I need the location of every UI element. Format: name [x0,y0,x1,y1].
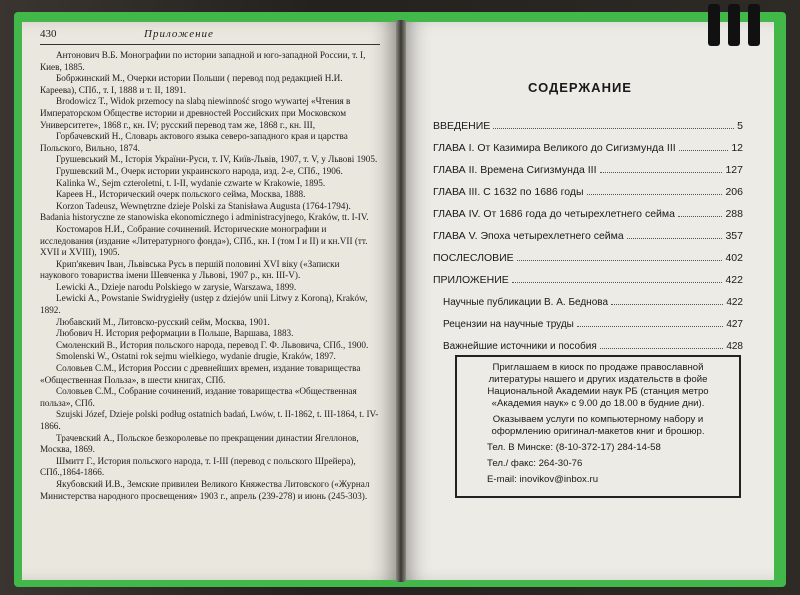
reference-entry: Костомаров Н.И., Собрание сочинений. Исторические монографии и исследования (издание «Литературного фонда»), СПб., кн. I (том I и II) и кн.VII (тт. XVII и XVIII), 1905. [40,223,368,258]
toc-entry-page: 402 [722,252,743,264]
toc-entry-page: 428 [723,341,743,352]
reference-entry: Трачевский А., Польское безкоролевье по прекращении династии Ягеллонов, Москва, 1869. [40,432,359,455]
toc-entry-label: ПРИЛОЖЕНИЕ [433,274,512,286]
reference-entry: Brodowicz T., Widok przemocy na slabą niewinność srogo wywartej «Чтения в Императорском Обществе истории и древностей Российских при Московском Университете», 1868 г., кн. IV; русский перевод там же, 1868 г., кн. III, [40,96,351,130]
reference-entry: Korzon Tadeusz, Wewnętrzne dzieje Polski za Stanisława Augusta (1764-1794). Badania historyczne ze stanowiska ekonomicznego i administracyjnego, Kraków, tt. I-IV. [40,200,369,223]
ad-paragraph-services: Оказываем услуги по компьютерному набору и оформлению оригинал-макетов книг и брошюр. [491,414,705,437]
toc-entry-page: 422 [722,274,743,286]
toc-leader-dots [600,172,723,173]
toc-entry-label: ГЛАВА III. С 1632 по 1686 годы [433,186,587,198]
toc-entry-page: 127 [722,164,743,176]
ad-phone: Тел. В Минске: (8-10-372-17) 284-14-58 [487,442,661,453]
reference-entry: Lewicki A., Dzieje narodu Polskiego w zarysie, Warszawa, 1899. [56,281,297,292]
toc-leader-dots [627,238,723,239]
table-of-contents [433,110,743,352]
toc-entry-page: 422 [723,297,743,308]
reference-entry: Якубовский И.В., Земские привилеи Великого Княжества Литовского («Журнал Министерства народного просвещения» 1903 г., апрель (239-278) и июнь (245-303). [40,478,370,501]
toc-entry [433,132,743,154]
advertisement-box [455,355,741,498]
reference-list [40,50,380,502]
toc-entry-label: ПОСЛЕСЛОВИЕ [433,252,517,264]
toc-entry-label: ГЛАВА I. От Казимира Великого до Сигизмунда III [433,142,679,154]
reference-entry: Любович Н. История реформации в Польше, Варшава, 1883. [56,328,294,339]
reference-entry: Smolenski W., Ostatni rok sejmu wielkiego, wydanie drugie, Kraków, 1897. [56,351,336,362]
toc-entry-label: Рецензии на научные труды [443,319,577,330]
toc-entry [433,154,743,176]
toc-entry [433,176,743,198]
toc-leader-dots [517,260,723,261]
reference-entry: Kalinka W., Sejm czteroletni, t. I-II, wydanie czwarte w Krakowie, 1895. [56,177,326,188]
reference-entry: Кареев Н., Исторический очерк польского сейма, Москва, 1888. [56,189,306,200]
toc-entry [433,264,743,286]
ad-email: E-mail: inovikov@inbox.ru [487,474,599,485]
toc-entry-label: ГЛАВА IV. От 1686 года до четырехлетнего сейма [433,208,678,220]
toc-entry-label: Важнейшие источники и пособия [443,341,600,352]
toc-entry-label: ВВЕДЕНИЕ [433,120,493,132]
toc-entry [433,220,743,242]
toc-entry [433,110,743,132]
reference-entry: Соловьев С.М., История России с древнейших времен, издание товарищества «Общественная Польза», в шести книгах, СПб. [40,363,361,385]
reference-entry: Горбачевский Н., Словарь актового языка северо-западного края и царства Польского, Вильно, 1874. [40,131,348,153]
page-number: 430 [40,28,57,40]
reference-entry: Любавский М., Литовско-русский сейм, Москва, 1901. [56,316,270,327]
reference-entry: Шмитт Г., История польского народа, т. I-III (перевод с польского Шрейера), СПб.,1864-1866. [40,455,356,478]
toc-entry [433,198,743,220]
toc-leader-dots [587,194,723,195]
toc-leader-dots [512,282,723,283]
toc-leader-dots [493,128,734,129]
toc-entry [433,286,743,308]
ad-paragraph-kiosk: Приглашаем в киоск по продаже православной литературы нашего и других издательств в фойе Национальной Академии наук РБ (станция метро «Академия наук» с 9.00 до 18.00 в будние дни). [487,362,709,409]
reference-entry: Смоленский В., История польского народа, перевод Г. Ф. Львовича, СПб., 1900. [56,339,369,350]
toc-entry [433,308,743,330]
toc-entry-page: 5 [734,120,743,132]
reference-entry: Бобржинский М., Очерки истории Польши ( перевод под редакцией Н.И. Кареева), СПб., т. I, 1888 и т. II, 1891. [40,73,343,95]
toc-entry [433,330,743,352]
reference-entry: Lewicki A., Powstanie Swidrygiełły (ustęp z dziejów unii Litwy z Koroną), Kraków, 1892. [40,293,368,316]
ad-fax: Тел./ факс: 264-30-76 [487,458,583,469]
toc-leader-dots [678,216,723,217]
book-gutter [396,20,406,582]
toc-entry-page: 357 [722,230,743,242]
toc-entry-page: 206 [722,186,743,198]
running-head [40,28,380,45]
reference-entry: Антонович В.Б. Монографии по истории западной и юго-западной России, т. I, Киев, 1885. [40,50,366,72]
toc-entry-label: ГЛАВА II. Времена Сигизмунда III [433,164,600,176]
toc-entry [433,242,743,264]
toc-leader-dots [600,348,724,349]
reference-entry: Соловьев С.М., Собрание сочинений, издание товарищества «Общественная польза», СПб. [40,386,357,408]
toc-entry-page: 427 [723,319,743,330]
binder-clip-icon [700,0,770,48]
toc-entry-page: 12 [728,142,743,154]
running-title: Приложение [144,28,214,40]
toc-entry-page: 288 [722,208,743,220]
toc-leader-dots [577,326,723,327]
toc-leader-dots [679,150,729,151]
reference-entry: Крип'якевич Іван, Львівська Русь в першій половині XVI віку («Записки наукового товариства імени Шевченка у Львові, 1907 р., кн. III-V). [40,258,340,281]
toc-entry-label: ГЛАВА V. Эпоха четырехлетнего сейма [433,230,627,242]
toc-leader-dots [611,304,723,305]
reference-entry: Szujski Józef, Dzieje polski podług ostatnich badań, Lwów, t. II-1862, t. III-1864, t. IV-1866. [40,409,379,431]
toc-entry-label: Научные публикации В. А. Беднова [443,297,611,308]
reference-entry: Грушевский М., Очерк истории украинского народа, изд. 2-е, СПб., 1906. [56,165,343,176]
reference-entry: Грушевський М., Історія України-Руси, т. IV, Київ-Львів, 1907, т. V, у Львові 1905. [56,154,378,165]
toc-title: СОДЕРЖАНИЕ [528,80,632,95]
